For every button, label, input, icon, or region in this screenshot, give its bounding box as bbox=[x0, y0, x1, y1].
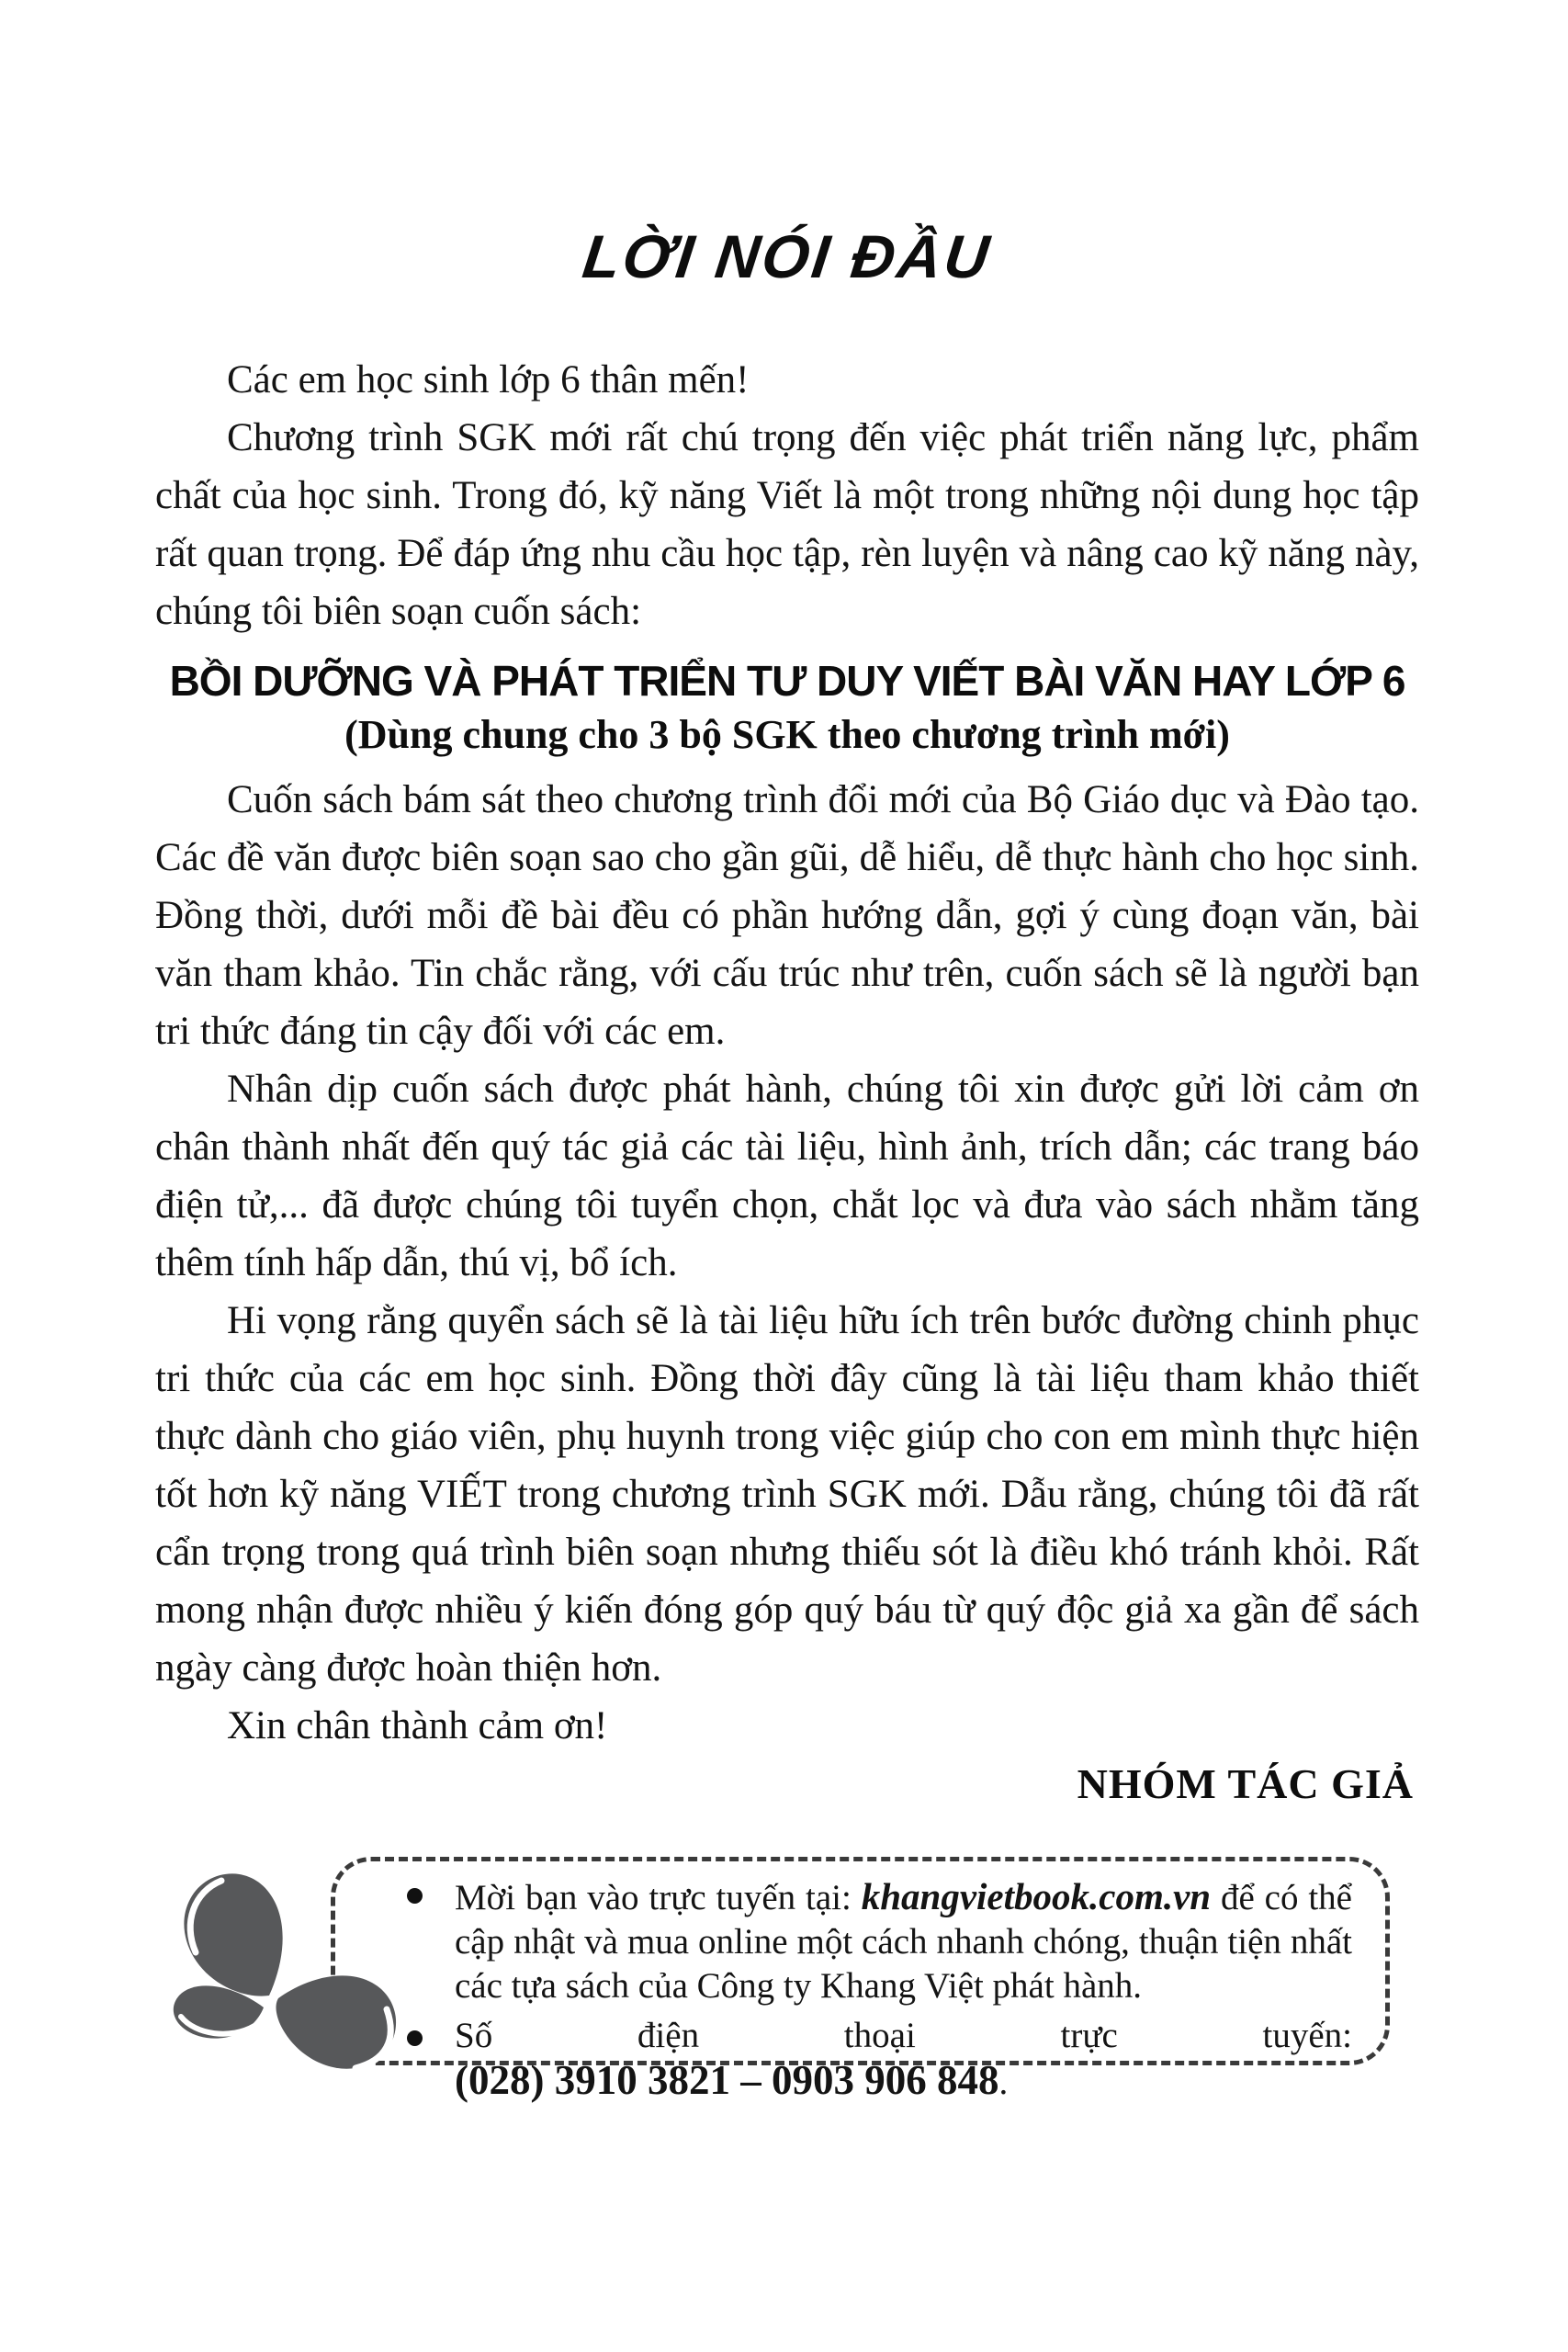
website-info-prefix: Mời bạn vào trực tuyến tại: bbox=[455, 1878, 862, 1917]
clover-logo-icon bbox=[168, 1860, 400, 2074]
author-signature: NHÓM TÁC GIẢ bbox=[1077, 1760, 1414, 1807]
paragraph-greeting: Các em học sinh lớp 6 thân mến! bbox=[227, 358, 750, 401]
paragraph-acknowledgement: Nhân dịp cuốn sách được phát hành, chúng tôi xin được gửi lời cảm ơn chân thành nhất đến quý tác giả các tài liệu, hình ảnh, trích dẫn; các trang báo điện tử,... đã được chúng tôi tuyển chọn, chắt lọc và đưa vào sách nhằm tăng thêm tính hấp dẫn, thú vị, bổ ích. bbox=[155, 1068, 1419, 1284]
website-info-suffix: để có thể cập nhật và mua online một cách nhanh chóng, thuận tiện nhất các tựa sách của Công ty Khang Việt phát hành. bbox=[455, 1878, 1352, 2006]
phone-info-end: . bbox=[998, 2063, 1009, 2102]
page-title: LỜI NÓI ĐẦU bbox=[579, 222, 996, 290]
bullet-dot-icon bbox=[407, 2030, 423, 2046]
website-info-item bbox=[455, 1874, 1352, 2008]
closing-line: Xin chân thành cảm ơn! bbox=[227, 1704, 608, 1747]
phone-numbers: (028) 3910 3821 – 0903 906 848 bbox=[455, 2057, 999, 2103]
phone-info-prefix: Số điện thoại trực tuyến: bbox=[455, 2016, 1352, 2055]
publisher-info-box bbox=[331, 1857, 1390, 2103]
website-url: khangvietbook.com.vn bbox=[861, 1875, 1212, 1917]
paragraph-intro: Chương trình SGK mới rất chú trọng đến việc phát triển năng lực, phẩm chất của học sinh. Trong đó, kỹ năng Viết là một trong những nội dung học tập rất quan trọng. Để đáp ứng nhu cầu học tập, rèn luyện và nâng cao kỹ năng này, chúng tôi biên soạn cuốn sách: bbox=[155, 416, 1419, 633]
paragraph-description: Cuốn sách bám sát theo chương trình đổi mới của Bộ Giáo dục và Đào tạo. Các đề văn được biên soạn sao cho gần gũi, dễ hiểu, dễ thực hành cho học sinh. Đồng thời, dưới mỗi đề bài đều có phần hướng dẫn, gợi ý cùng đoạn văn, bài văn tham khảo. Tin chắc rằng, với cấu trúc như trên, cuốn sách sẽ là người bạn tri thức đáng tin cậy đối với các em. bbox=[155, 778, 1419, 1053]
book-title: BỒI DƯỠNG VÀ PHÁT TRIỂN TƯ DUY VIẾT BÀI VĂN HAY LỚP 6 bbox=[169, 657, 1405, 705]
book-subtitle: (Dùng chung cho 3 bộ SGK theo chương trình mới) bbox=[344, 712, 1230, 757]
paragraph-hope: Hi vọng rằng quyển sách sẽ là tài liệu hữu ích trên bước đường chinh phục tri thức của các em học sinh. Đồng thời đây cũng là tài liệu tham khảo thiết thực dành cho giáo viên, phụ huynh trong việc giúp cho con em mình thực hiện tốt hơn kỹ năng VIẾT trong chương trình SGK mới. Dẫu rằng, chúng tôi đã rất cẩn trọng trong quá trình biên soạn nhưng thiếu sót là điều khó tránh khỏi. Rất mong nhận được nhiều ý kiến đóng góp quý báu từ quý độc giả xa gần để sách ngày càng được hoàn thiện hơn. bbox=[155, 1299, 1419, 1690]
phone-info-item bbox=[455, 2014, 1352, 2105]
bullet-dot-icon bbox=[407, 1888, 423, 1904]
publisher-footer bbox=[155, 1857, 1419, 2103]
